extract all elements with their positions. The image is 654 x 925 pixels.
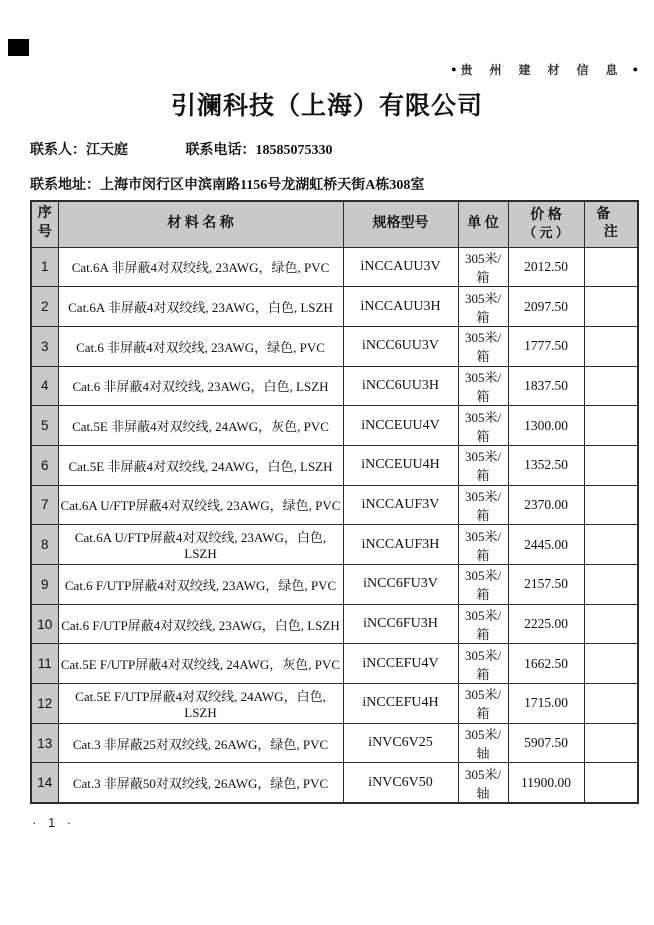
contact-address-label: 联系地址： (30, 178, 100, 193)
row-remark-cell (584, 723, 638, 763)
row-material-cell: Cat.6A 非屏蔽4对双绞线, 23AWG，绿色, PVC (58, 247, 343, 287)
row-material-cell: Cat.6A U/FTP屏蔽4对双绞线, 23AWG，绿色, PVC (58, 485, 343, 525)
row-remark-cell (584, 247, 638, 287)
header-price (508, 201, 584, 247)
table-row (31, 565, 638, 605)
row-remark-cell (584, 326, 638, 366)
row-material-cell: Cat.6A U/FTP屏蔽4对双绞线, 23AWG，白色, LSZH (58, 525, 343, 565)
row-price-cell: 2445.00 (508, 525, 584, 565)
header-spec: 规格型号 (343, 201, 458, 247)
row-price-cell: 1777.50 (508, 326, 584, 366)
row-price-cell: 2370.00 (508, 485, 584, 525)
row-seq-cell: 13 (31, 723, 58, 763)
row-remark-cell (584, 684, 638, 724)
row-spec-cell: iNCCAUU3H (343, 287, 458, 327)
row-price-cell: 1300.00 (508, 406, 584, 446)
contact-phone-label: 联系电话： (185, 143, 256, 158)
row-unit-cell: 305米/轴 (458, 763, 508, 803)
row-remark-cell (584, 366, 638, 406)
contact-phone (186, 143, 333, 158)
header-price-line1: 价 格 (530, 207, 562, 223)
row-material-cell: Cat.5E F/UTP屏蔽4对双绞线, 24AWG，灰色, PVC (58, 644, 343, 684)
header-unit: 单 位 (458, 201, 508, 247)
masthead-label: 贵 州 建 材 信 息 (460, 63, 625, 77)
row-spec-cell: iNCC6UU3V (343, 326, 458, 366)
row-seq-cell: 10 (31, 604, 58, 644)
page-number: · 1 · (32, 815, 76, 830)
row-remark-cell (584, 604, 638, 644)
contact-address-row (30, 174, 424, 194)
table-row (31, 366, 638, 406)
contact-phone-value: 18585075330 (255, 143, 333, 158)
row-price-cell: 1715.00 (508, 684, 584, 724)
row-price-cell: 2012.50 (508, 247, 584, 287)
row-seq-cell: 6 (31, 445, 58, 485)
row-seq-cell: 1 (31, 247, 58, 287)
masthead-bullet-left-icon: ● (451, 64, 457, 74)
row-seq-cell: 4 (31, 366, 58, 406)
row-spec-cell: iNCCEFU4H (343, 684, 458, 724)
row-material-cell: Cat.3 非屏蔽50对双绞线, 26AWG，绿色, PVC (58, 763, 343, 803)
contact-person-value: 江天庭 (86, 143, 128, 158)
row-material-cell: Cat.5E 非屏蔽4对双绞线, 24AWG，白色, LSZH (58, 445, 343, 485)
table-row (31, 525, 638, 565)
row-spec-cell: iNVC6V50 (343, 763, 458, 803)
row-remark-cell (584, 565, 638, 605)
row-unit-cell: 305米/箱 (458, 247, 508, 287)
row-unit-cell: 305米/箱 (458, 604, 508, 644)
row-spec-cell: iNCC6UU3H (343, 366, 458, 406)
table-row (31, 684, 638, 724)
row-unit-cell: 305米/轴 (458, 723, 508, 763)
row-unit-cell: 305米/箱 (458, 445, 508, 485)
table-row (31, 604, 638, 644)
row-material-cell: Cat.6A 非屏蔽4对双绞线, 23AWG，白色, LSZH (58, 287, 343, 327)
row-remark-cell (584, 445, 638, 485)
row-spec-cell: iNCCEUU4H (343, 445, 458, 485)
row-remark-cell (584, 644, 638, 684)
row-material-cell: Cat.6 F/UTP屏蔽4对双绞线, 23AWG，白色, LSZH (58, 604, 343, 644)
row-seq-cell: 14 (31, 763, 58, 803)
company-title: 引澜科技（上海）有限公司 (170, 92, 483, 120)
scan-block-mark (8, 39, 29, 56)
contact-address-value: 上海市闵行区申滨南路1156号龙湖虹桥天街A栋308室 (100, 178, 425, 193)
price-table-body (31, 247, 638, 803)
row-unit-cell: 305米/箱 (458, 366, 508, 406)
contact-person-label: 联系人： (30, 143, 86, 158)
row-spec-cell: iNCCAUF3V (343, 485, 458, 525)
table-row (31, 406, 638, 446)
row-spec-cell: iNCCAUF3H (343, 525, 458, 565)
row-price-cell: 1662.50 (508, 644, 584, 684)
row-material-cell: Cat.6 F/UTP屏蔽4对双绞线, 23AWG，绿色, PVC (58, 565, 343, 605)
table-row (31, 287, 638, 327)
row-unit-cell: 305米/箱 (458, 485, 508, 525)
row-remark-cell (584, 485, 638, 525)
row-price-cell: 2097.50 (508, 287, 584, 327)
table-row (31, 723, 638, 763)
row-remark-cell (584, 525, 638, 565)
table-row (31, 326, 638, 366)
row-remark-cell (584, 763, 638, 803)
row-seq-cell: 7 (31, 485, 58, 525)
masthead (451, 61, 638, 78)
row-spec-cell: iNCC6FU3V (343, 565, 458, 605)
table-row (31, 247, 638, 287)
row-price-cell: 1837.50 (508, 366, 584, 406)
row-unit-cell: 305米/箱 (458, 565, 508, 605)
row-price-cell: 1352.50 (508, 445, 584, 485)
row-price-cell: 11900.00 (508, 763, 584, 803)
row-unit-cell: 305米/箱 (458, 525, 508, 565)
row-seq-cell: 8 (31, 525, 58, 565)
masthead-bullet-right-icon: ● (632, 64, 638, 74)
row-material-cell: Cat.6 非屏蔽4对双绞线, 23AWG，白色, LSZH (58, 366, 343, 406)
row-unit-cell: 305米/箱 (458, 684, 508, 724)
header-remark: 备注 (584, 201, 638, 247)
row-seq-cell: 12 (31, 684, 58, 724)
contact-person (30, 139, 182, 159)
row-price-cell: 2157.50 (508, 565, 584, 605)
header-material: 材 料 名 称 (58, 201, 343, 247)
row-spec-cell: iNCC6FU3H (343, 604, 458, 644)
row-material-cell: Cat.3 非屏蔽25对双绞线, 26AWG，绿色, PVC (58, 723, 343, 763)
row-unit-cell: 305米/箱 (458, 287, 508, 327)
row-unit-cell: 305米/箱 (458, 644, 508, 684)
row-spec-cell: iNCCEUU4V (343, 406, 458, 446)
row-remark-cell (584, 406, 638, 446)
row-spec-cell: iNCCAUU3V (343, 247, 458, 287)
row-price-cell: 5907.50 (508, 723, 584, 763)
row-seq-cell: 2 (31, 287, 58, 327)
table-row (31, 485, 638, 525)
table-row (31, 763, 638, 803)
row-unit-cell: 305米/箱 (458, 326, 508, 366)
price-table (30, 200, 639, 804)
row-unit-cell: 305米/箱 (458, 406, 508, 446)
contact-row (30, 139, 333, 159)
row-material-cell: Cat.5E 非屏蔽4对双绞线, 24AWG，灰色, PVC (58, 406, 343, 446)
row-price-cell: 2225.00 (508, 604, 584, 644)
row-material-cell: Cat.6 非屏蔽4对双绞线, 23AWG，绿色, PVC (58, 326, 343, 366)
row-remark-cell (584, 287, 638, 327)
table-row (31, 644, 638, 684)
price-table-header (31, 201, 638, 247)
table-row (31, 445, 638, 485)
row-seq-cell: 3 (31, 326, 58, 366)
header-price-line2: （ 元 ） (523, 224, 569, 240)
row-material-cell: Cat.5E F/UTP屏蔽4对双绞线, 24AWG，白色, LSZH (58, 684, 343, 724)
row-spec-cell: iNVC6V25 (343, 723, 458, 763)
header-seq: 序号 (31, 201, 58, 247)
row-seq-cell: 5 (31, 406, 58, 446)
row-seq-cell: 9 (31, 565, 58, 605)
row-spec-cell: iNCCEFU4V (343, 644, 458, 684)
row-seq-cell: 11 (31, 644, 58, 684)
